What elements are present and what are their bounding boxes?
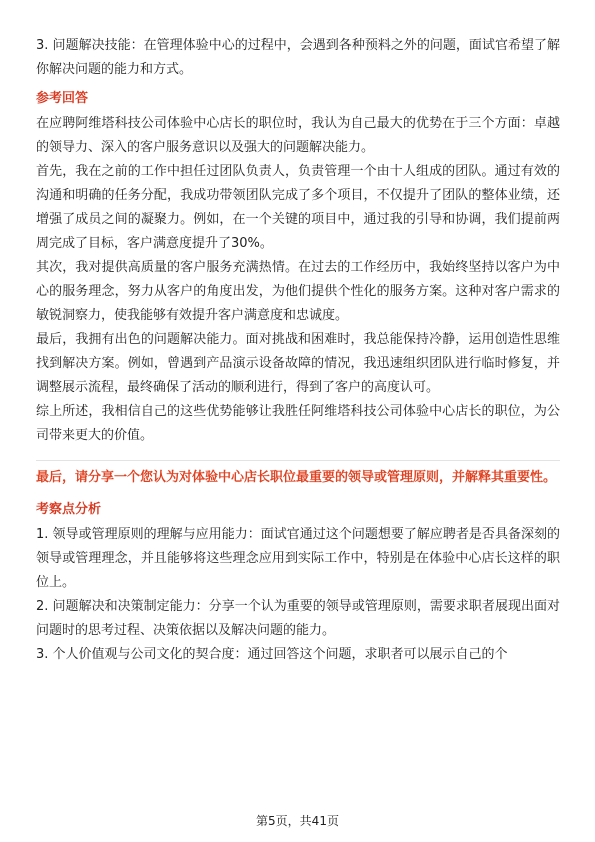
interview-question: 最后，请分享一个您认为对体验中心店长职位最重要的领导或管理原则，并解释其重要性。 <box>36 470 557 485</box>
answer-paragraph: 其次，我对提供高质量的客户服务充满热情。在过去的工作经历中，我始终坚持以客户为中心的服务理念，努力从客户的角度出发，为他们提供个性化的服务方案。这种对客户需求的敏锐洞察力，使我能够有效提升客户满意度和忠诚度。 <box>36 260 560 323</box>
intro-item-3: 3. 问题解决技能：在管理体验中心的过程中，会遇到各种预料之外的问题，面试官希望了解你解决问题的能力和方式。 <box>36 38 560 77</box>
analysis-heading: 考察点分析 <box>36 502 102 517</box>
question-block <box>36 460 560 493</box>
analysis-item: 3. 个人价值观与公司文化的契合度：通过回答这个问题，求职者可以展示自己的个 <box>36 647 508 662</box>
page-number-footer: 第5页，共41页 <box>256 814 339 828</box>
answer-paragraph: 在应聘阿维塔科技公司体验中心店长的职位时，我认为自己最大的优势在于三个方面：卓越的领导力、深入的客户服务意识以及强大的问题解决能力。 <box>36 116 560 155</box>
answer-paragraph: 综上所述，我相信自己的这些优势能够让我胜任阿维塔科技公司体验中心店长的职位，为公司带来更大的价值。 <box>36 404 560 443</box>
analysis-item: 1. 领导或管理原则的理解与应用能力：面试官通过这个问题想要了解应聘者是否具备深刻的领导或管理理念，并且能够将这些理念应用到实际工作中，特别是在体验中心店长这样的职位上。 <box>36 527 560 590</box>
reference-answer-heading: 参考回答 <box>36 91 89 106</box>
answer-paragraph: 首先，我在之前的工作中担任过团队负责人，负责管理一个由十人组成的团队。通过有效的沟通和明确的任务分配，我成功带领团队完成了多个项目，不仅提升了团队的整体业绩，还增强了成员之间的凝聚力。例如，在一个关键的项目中，通过我的引导和协调，我们提前两周完成了目标，客户满意度提升了30%。 <box>36 164 560 251</box>
answer-paragraph: 最后，我拥有出色的问题解决能力。面对挑战和困难时，我总能保持冷静，运用创造性思维找到解决方案。例如，曾遇到产品演示设备故障的情况，我迅速组织团队进行临时修复，并调整展示流程，最终确保了活动的顺利进行，得到了客户的高度认可。 <box>36 332 560 395</box>
page-content <box>36 34 560 667</box>
analysis-item: 2. 问题解决和决策制定能力：分享一个认为重要的领导或管理原则，需要求职者展现出面对问题时的思考过程、决策依据以及解决问题的能力。 <box>36 599 560 638</box>
